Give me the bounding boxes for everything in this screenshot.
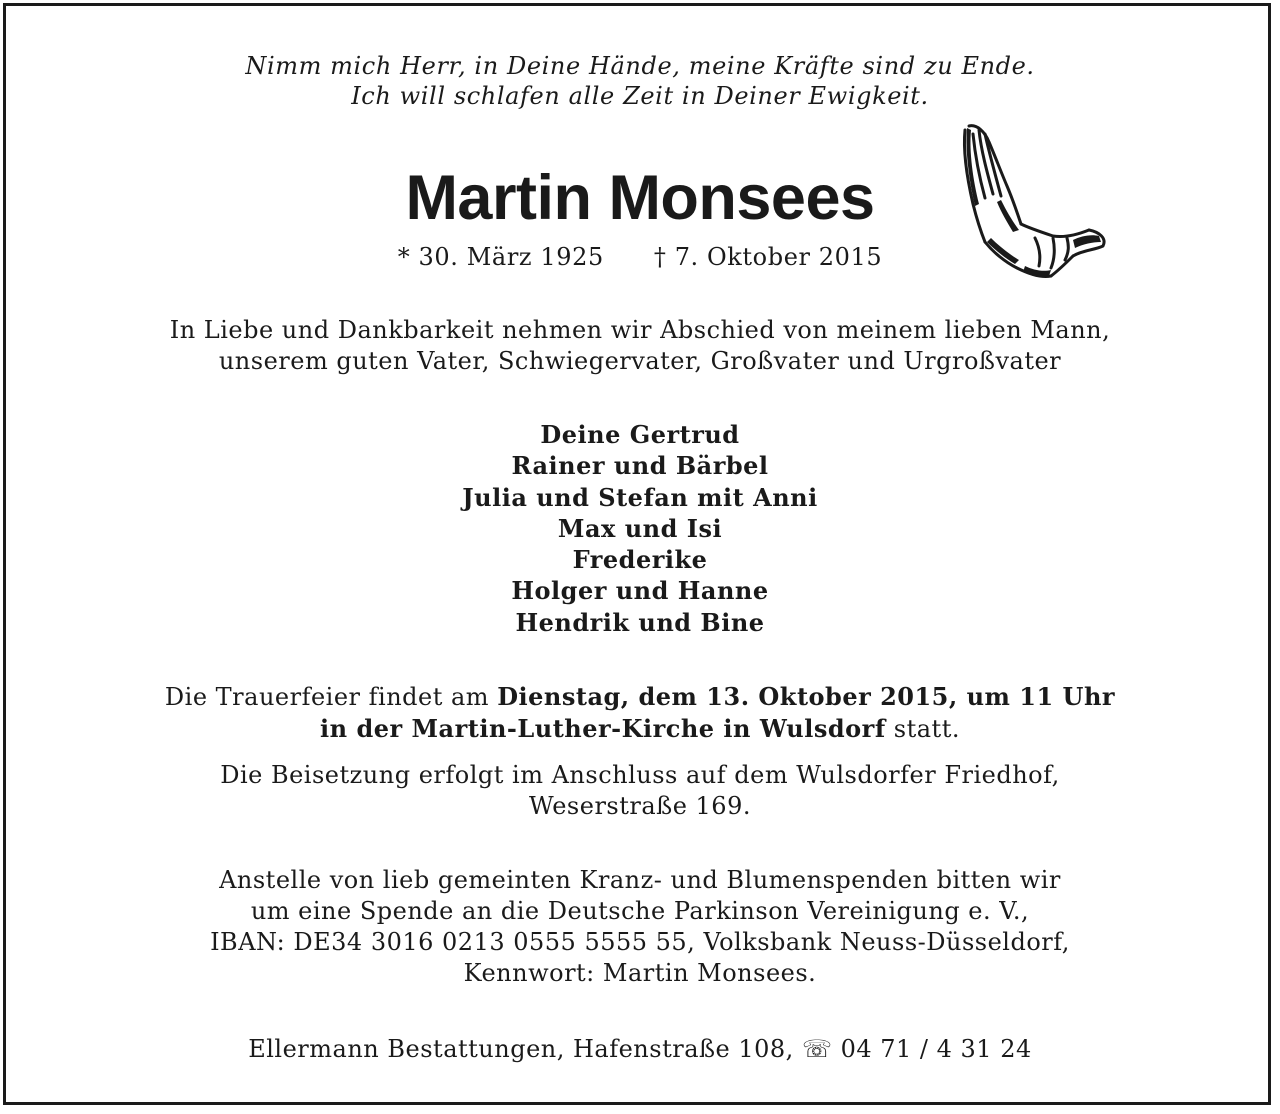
mourners-list: [0, 419, 1280, 638]
mourner-entry: Holger und Hanne: [511, 576, 769, 606]
farewell-text: [0, 315, 1280, 377]
funeral-service-info: [0, 681, 1280, 745]
service-date: Dienstag, dem 13. Oktober 2015, um 11 Uhr: [497, 682, 1116, 711]
service-prefix: Die Trauerfeier findet am: [164, 683, 498, 711]
mourner-entry: Frederike: [572, 545, 708, 575]
undertaker-address: Ellermann Bestattungen, Hafenstraße 108,: [248, 1035, 802, 1063]
donation-line-2: um eine Spende an die Deutsche Parkinson Vereinigung e. V.,: [250, 897, 1030, 925]
burial-line-2: Weserstraße 169.: [529, 792, 751, 820]
donation-info: [0, 865, 1280, 989]
motto-line-2: Ich will schlafen alle Zeit in Deiner Ewigkeit.: [351, 82, 929, 110]
donation-line-3: IBAN: DE34 3016 0213 0555 5555 55, Volksbank Neuss-Düsseldorf,: [210, 928, 1070, 956]
motto-line-1: Nimm mich Herr, in Deine Hände, meine Kräfte sind zu Ende.: [245, 52, 1035, 80]
mourner-entry: Max und Isi: [557, 513, 723, 543]
praying-hands-icon: [955, 120, 1110, 285]
phone-icon: ☏: [801, 1035, 833, 1063]
service-location: in der Martin-Luther-Kirche in Wulsdorf: [320, 714, 886, 743]
farewell-line-1: In Liebe und Dankbarkeit nehmen wir Abschied von meinem lieben Mann,: [169, 316, 1111, 344]
undertaker-info: [0, 1034, 1280, 1065]
burial-line-1: Die Beisetzung erfolgt im Anschluss auf dem Wulsdorfer Friedhof,: [220, 761, 1060, 789]
service-line-1: [0, 681, 1280, 713]
deceased-name: Martin Monsees: [405, 163, 875, 233]
service-line-2: [0, 713, 1280, 745]
motto-verse: [0, 51, 1280, 111]
mourner-entry: Rainer und Bärbel: [511, 451, 769, 481]
mourner-entry: Hendrik und Bine: [515, 607, 765, 637]
mourner-entry: Deine Gertrud: [540, 420, 740, 449]
farewell-line-2: unserem guten Vater, Schwiegervater, Großvater und Urgroßvater: [218, 347, 1062, 375]
undertaker-phone: 04 71 / 4 31 24: [832, 1035, 1032, 1063]
service-suffix: statt.: [885, 715, 960, 743]
mourner-entry: Julia und Stefan mit Anni: [462, 482, 818, 512]
donation-line-1: Anstelle von lieb gemeinten Kranz- und Blumenspenden bitten wir: [219, 866, 1061, 894]
burial-info: [0, 760, 1280, 822]
death-date: † 7. Oktober 2015: [653, 243, 883, 271]
donation-line-4: Kennwort: Martin Monsees.: [463, 959, 817, 987]
birth-date: * 30. März 1925: [397, 243, 604, 271]
